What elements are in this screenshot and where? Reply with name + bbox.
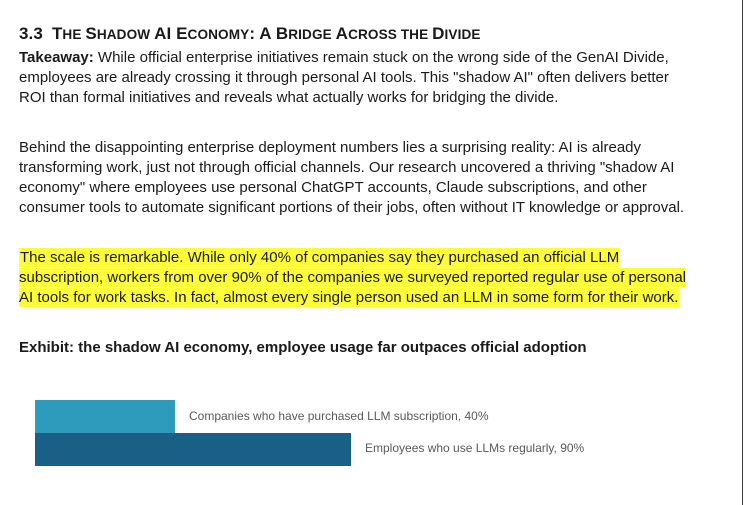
chart-bar-label-1: Companies who have purchased LLM subscription, 40% [189, 409, 489, 423]
section-title-part: A [335, 24, 349, 43]
section-title-part: T [51, 24, 63, 43]
section-title-part: D [432, 24, 445, 43]
chart-bar-2 [35, 433, 351, 466]
section-title-part: CONOMY [187, 27, 250, 42]
chart-bar-label-2: Employees who use LLMs regularly, 90% [365, 441, 585, 455]
chart-bar-1 [35, 400, 175, 433]
section-number: 3.3 [19, 24, 43, 43]
body-paragraph-shadow-economy: Behind the disappointing enterprise deployment numbers lies a surprising reality: AI is already transforming work, just not through official channels. Our research uncovered a thriving "shadow AI economy" where employees use personal ChatGPT accounts, Claude subscriptions, and other consumer tools to automate significant portions of their jobs, often without IT knowledge or approval. [19, 139, 685, 216]
section-title-part: HE [62, 27, 86, 42]
section-title-part: HADOW [96, 27, 155, 42]
exhibit-title: Exhibit: the shadow AI economy, employee usage far outpaces official adoption [19, 339, 587, 356]
section-title-part: S [85, 24, 97, 43]
page-edge-rule [742, 0, 743, 505]
section-title-part: CROSS THE [348, 27, 433, 42]
highlighted-text: The scale is remarkable. While only 40% of companies say they purchased an official LLM subscription, workers from over 90% of the companies we surveyed reported regular use of personal AI tools for work tasks. In fact, almost every single person used an LLM in some form for their work. [19, 249, 686, 306]
section-heading [19, 24, 481, 44]
takeaway-text: While official enterprise initiatives remain stuck on the wrong side of the GenAI Divide, employees are already crossing it through personal AI tools. This "shadow AI" often delivers better ROI than formal initiatives and reveals what actually works for bridging the divide. [19, 49, 669, 106]
highlighted-paragraph [19, 248, 699, 308]
takeaway-paragraph [19, 48, 699, 108]
section-title-part: AI E [154, 24, 188, 43]
section-title-part: IVIDE [444, 27, 481, 42]
takeaway-label: Takeaway: [19, 49, 94, 66]
section-title [52, 24, 481, 43]
section-title-part: RIDGE [288, 27, 336, 42]
section-title-part: : A B [249, 24, 289, 43]
